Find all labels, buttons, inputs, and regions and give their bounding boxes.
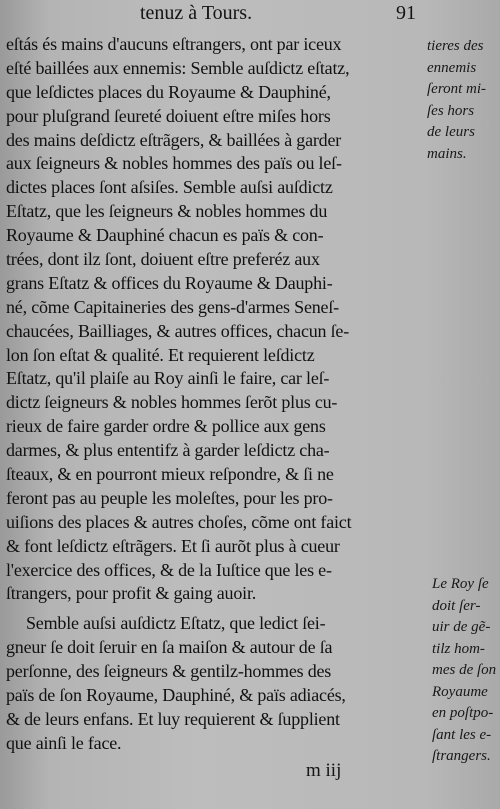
- margin-note-line: Le Roy ſe: [432, 576, 489, 592]
- margin-note-line: tilz hom-: [432, 640, 485, 657]
- text-line: eſtás és mains d'aucuns eſtrangers, ont par iceux: [6, 34, 342, 54]
- margin-note-line: ſant les e-: [432, 726, 492, 743]
- margin-note-line: ſeront mi-: [427, 81, 487, 97]
- margin-note-line: tieres des: [427, 38, 484, 54]
- text-line: des mains deſdictz eſtrãgers, & baillées à garder: [6, 129, 342, 150]
- text-line: Eſtatz, qu'il plaiſe au Roy ainſi le faire, car leſ-: [6, 368, 330, 389]
- text-line: pour pluſgrand ſeureté doiuent eſtre miſes hors: [6, 105, 331, 126]
- text-line: & de leurs enfans. Et luy requierent & ſupplient: [6, 708, 340, 729]
- text-line: grans Eſtatz & offices du Royaume & Dauphi-: [6, 272, 333, 293]
- text-line: ſtrangers, pour profit & gaing auoir.: [6, 583, 257, 604]
- text-line: rieux de faire garder ordre & pollice aux gens: [6, 416, 326, 437]
- text-line: darmes, & plus ententifz à garder leſdictz cha-: [6, 440, 330, 461]
- text-line: né, cõme Capitaineries des gens-d'armes Seneſ-: [6, 296, 339, 317]
- text-line: que leſdictes places du Royaume & Dauphiné,: [6, 81, 331, 102]
- text-line: lon ſon eſtat & qualité. Et requierent leſdictz: [6, 344, 315, 365]
- text-line: feront pas au peuple les moleſtes, pour les pro-: [6, 487, 333, 508]
- text-line: ſteaux, & en pourront mieux reſpondre, & ſi ne: [6, 464, 334, 485]
- margin-note-bottom: [432, 574, 496, 768]
- text-line: païs de ſon Royaume, Dauphiné, & païs adiacés,: [6, 685, 346, 706]
- margin-note-line: ennemis: [427, 59, 477, 76]
- margin-note-line: uir de gẽ-: [432, 619, 491, 635]
- text-line: & font leſdictz eſtrãgers. Et ſi aurõt plus à cueur: [6, 535, 340, 556]
- text-line: que ainſi le face.: [6, 732, 122, 753]
- page-number: 91: [396, 2, 416, 24]
- text-line: perſonne, des ſeigneurs & gentilz-hommes des: [6, 661, 332, 682]
- text-line: aux ſeigneurs & nobles hommes des païs ou leſ-: [6, 153, 342, 174]
- margin-note-top: [427, 36, 486, 165]
- text-line: eſté baillées aux ennemis: Semble auſdictz eſtatz,: [6, 57, 350, 78]
- text-line: Eſtatz, que les ſeigneurs & nobles hommes du: [6, 201, 328, 222]
- paragraph-start-line: Semble auſsi auſdictz Eſtatz, que ledict ſei-: [26, 613, 326, 634]
- margin-note-line: mes de ſon: [432, 662, 497, 678]
- text-line: chaucées, Bailliages, & autres offices, chacun ſe-: [6, 320, 350, 341]
- running-title: tenuz à Tours.: [140, 2, 253, 24]
- margin-note-line: doit ſer-: [432, 597, 481, 614]
- margin-note-line: Royaume: [432, 683, 488, 700]
- margin-note-line: de leurs: [427, 124, 475, 140]
- margin-note-line: mains.: [427, 145, 467, 162]
- text-line: trées, dont ilz ſont, doiuent eſtre preferéz aux: [6, 249, 320, 270]
- text-line: gneur ſe doit ſeruir en ſa maiſon & autour de ſa: [6, 637, 333, 658]
- text-line: l'exercice des offices, & de la Iuſtice que les e-: [6, 559, 332, 580]
- text-line: Royaume & Dauphiné chacun es païs & con-: [6, 225, 324, 246]
- margin-note-line: ſtrangers.: [432, 748, 491, 764]
- margin-note-line: en poſtpo-: [432, 705, 494, 721]
- text-line: uiſions des places & autres choſes, cõme ont faict: [6, 511, 352, 532]
- text-line: dictes places ſont aſsiſes. Semble auſsi auſdictz: [6, 177, 333, 198]
- margin-note-line: ſes hors: [427, 102, 475, 119]
- main-text-block: [6, 33, 422, 756]
- signature-mark: m iij: [306, 760, 342, 781]
- text-line: dictz ſeigneurs & nobles hommes ſerõt plus cu-: [6, 392, 338, 413]
